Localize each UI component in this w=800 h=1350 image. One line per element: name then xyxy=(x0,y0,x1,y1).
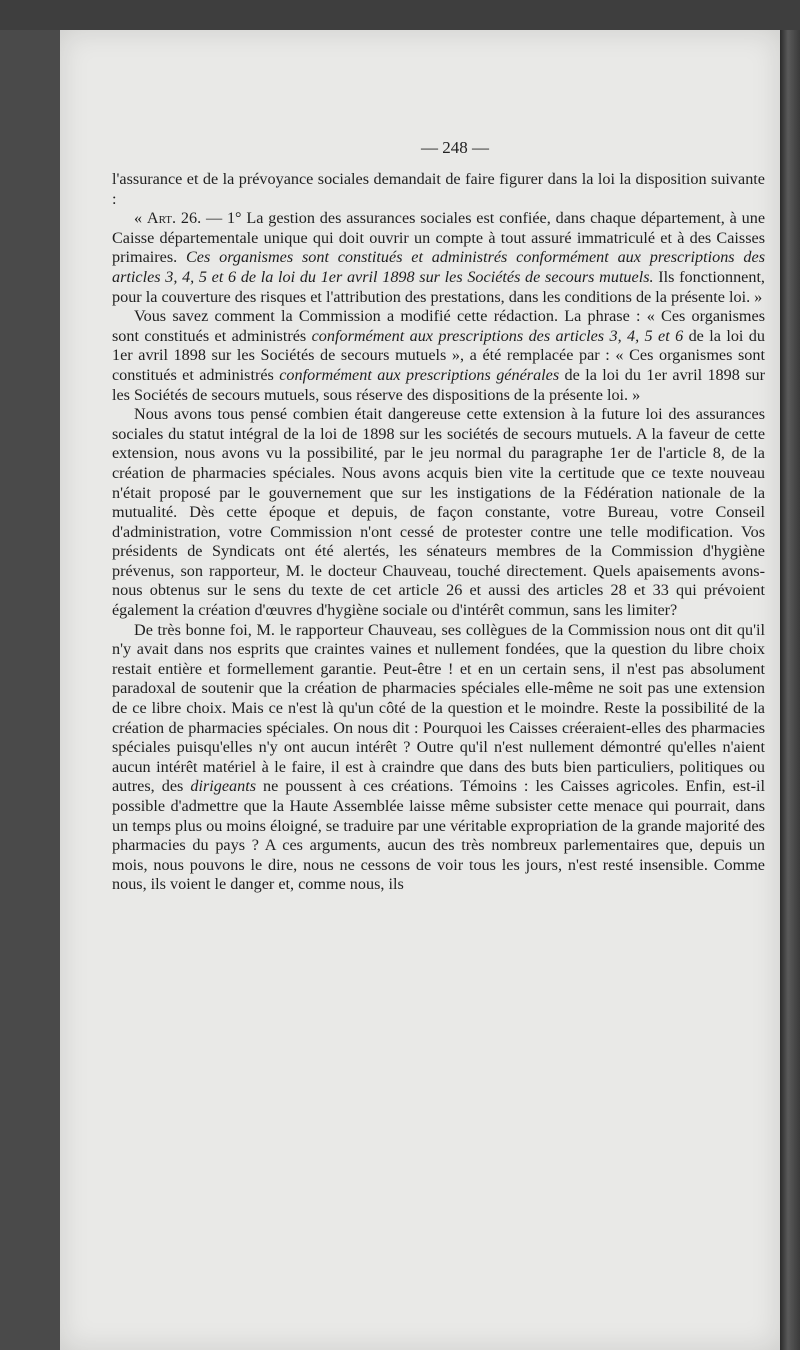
page-number: — 248 — xyxy=(421,138,489,157)
paragraph xyxy=(112,170,765,209)
text-run: conformément aux prescriptions générales xyxy=(279,365,560,384)
text-run: l'assurance et de la prévoyance sociales demandait de faire figurer dans la loi la disposition suivante : xyxy=(112,170,765,208)
text-run: conformément aux prescriptions des articles 3, 4, 5 et 6 xyxy=(311,326,684,345)
text-run: . 26. — 1° La gestion des assurances sociales est confiée, dans chaque département, à une Caisse départementale unique qui doit ouvrir un compte à tout assuré immatriculé et à des Caisses primaires. xyxy=(112,209,766,267)
text-run: de la loi du 1er avril 1898 sur les Sociétés de secours mutuels, sous réserve des dispositions de la présente loi. » xyxy=(112,365,766,404)
text-run: De très bonne foi, M. le rapporteur Chauveau, ses collègues de la Commission nous ont dit qu'il n'y avait dans nos esprits que craintes vaines et nullement fondées, que la question du libre choix restait entière et formellement garantie. Peut-être ! et en un certain sens, il n'est pas absolument paradoxal de soutenir que la création de pharmacies spéciales elle-même ne soit pas une extension de ce libre choix. Mais ce n'est là qu'un côté de la question et le moindre. Reste la possibilité de la création de pharmacies spéciales. On nous dit : Pourquoi les Caisses créeraient-elles des pharmacies spéciales puisqu'elles n'y ont aucun intérêt ? Outre qu'il n'est nullement démontré qu'elles n'aient aucun intérêt matériel à le faire, il est à craindre que dans des buts bien particuliers, politiques ou autres, des xyxy=(112,620,765,796)
text-run: « xyxy=(134,209,147,228)
text-run: de la loi du 1er avril 1898 sur les Sociétés de secours mutuels », a été remplacée par : « Ces organismes sont constitués et administrés xyxy=(112,326,765,384)
paragraph xyxy=(112,405,765,621)
text-run: dirigeants xyxy=(190,777,257,796)
paragraph xyxy=(112,307,765,405)
page-edge-shadow xyxy=(780,30,800,1350)
paragraph xyxy=(112,209,765,307)
text-run: Ils fonctionnent, pour la couverture des risques et l'attribution des prestations, dans les conditions de la présente loi. » xyxy=(112,267,765,306)
scan-top-border xyxy=(0,0,800,30)
text-run: ne poussent à ces créations. Témoins : les Caisses agricoles. Enfin, est-il possible d'admettre que la Haute Assemblée laisse même subsister cette menace qui pourrait, dans un temps plus ou moins éloigné, se traduire par une véritable expropriation de la grande majorité des pharmacies du pays ? A ces arguments, aucun des très nombreux parlementaires que, depuis un mois, nous pouvons le dire, nous ne cessons de voir tous les jours, n'est resté insensible. Comme nous, ils voient le danger et, comme nous, ils xyxy=(112,777,765,894)
text-run: Nous avons tous pensé combien était dangereuse cette extension à la future loi des assurances sociales du statut intégral de la loi de 1898 sur les sociétés de secours mutuels. A la faveur de cette extension, nous avons vu la possibilité, par le jeu normal du paragraphe 1er de l'article 8, de la création de pharmacies spéciales. Nous avons acquis bien vite la certitude que ce texte nouveau n'était proposé par le gouvernement que sur les instigations de la Fédération nationale de la mutualité. Dès cette époque et depuis, de façon constante, votre Bureau, votre Conseil d'administration, votre Commission n'ont cessé de protester contre une telle modification. Vos présidents de Syndicats ont été alertés, les sénateurs membres de la Commission d'hygiène prévenus, son rapporteur, M. le docteur Chauveau, touché directement. Quels apaisements avons-nous obtenus sur le sens du texte de cet article 26 et aussi des articles 28 et 33 qui prévoient également la création d'œuvres d'hygiène sociale ou d'intérêt commun, sans les limiter? xyxy=(112,405,765,620)
text-run: Vous savez comment la Commission a modifié cette rédaction. La phrase : « Ces organismes sont constitués et administrés xyxy=(112,307,765,345)
text-run: Ces organismes sont constitués et administrés conformément aux prescriptions des articles 3, 4, 5 et 6 de la loi du 1er avril 1898 sur les Sociétés de secours mutuels. xyxy=(112,248,765,286)
body-text xyxy=(112,170,765,895)
paragraph xyxy=(112,621,765,895)
text-run: Art xyxy=(146,209,173,228)
